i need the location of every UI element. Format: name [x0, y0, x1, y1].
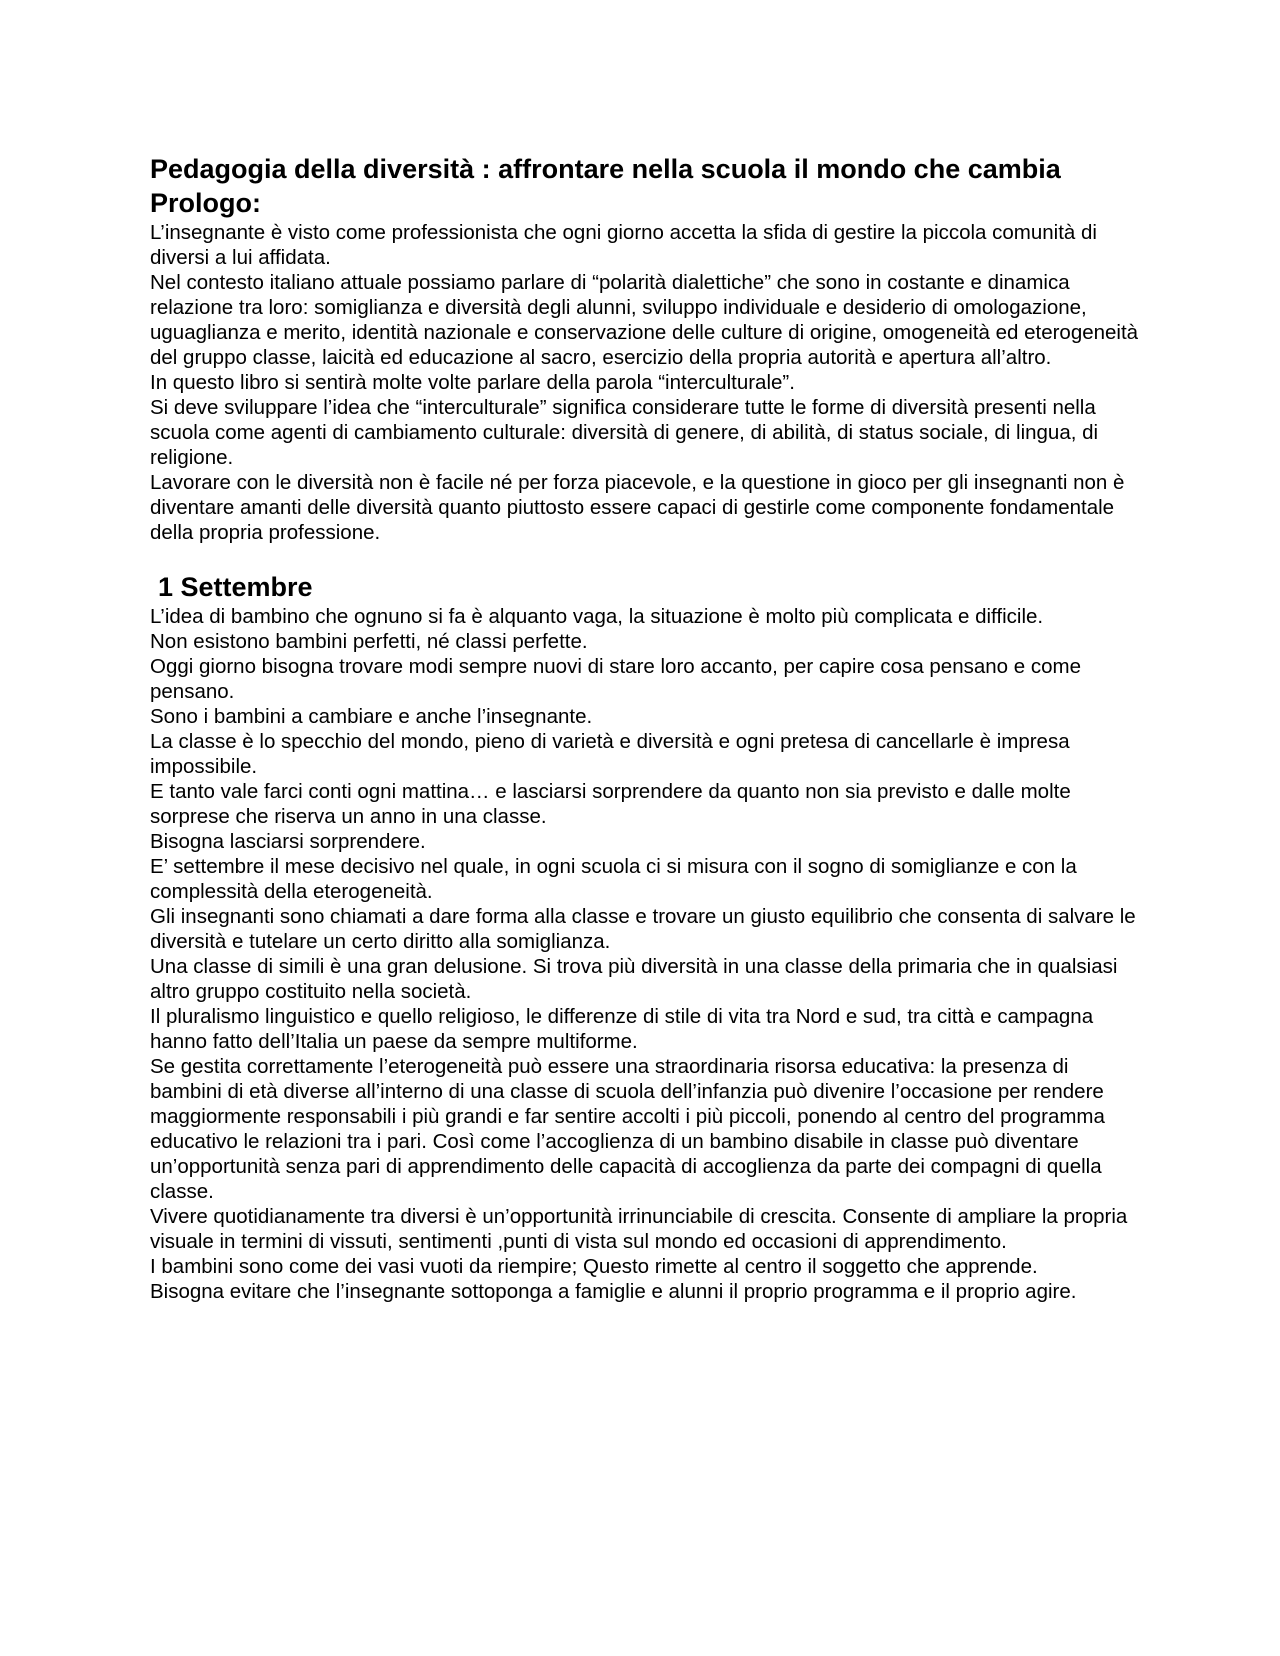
paragraph: Gli insegnanti sono chiamati a dare forma alla classe e trovare un giusto equilibrio che consenta di salvare le diversità e tutelare un certo diritto alla somiglianza.	[150, 905, 1136, 953]
document-page	[150, 151, 1140, 1304]
prologue-body	[150, 220, 1140, 545]
paragraph: La classe è lo specchio del mondo, pieno di varietà e diversità e ogni pretesa di cancellarle è impresa impossibile.	[150, 730, 1070, 778]
paragraph: E tanto vale farci conti ogni mattina… e lasciarsi sorprendere da quanto non sia previsto e dalle molte sorprese che riserva un anno in una classe.	[150, 780, 1071, 828]
paragraph: In questo libro si sentirà molte volte parlare della parola “interculturale”.	[150, 371, 795, 394]
section-body	[150, 604, 1140, 1304]
paragraph: Oggi giorno bisogna trovare modi sempre nuovi di stare loro accanto, per capire cosa pensano e come pensano.	[150, 655, 1081, 703]
paragraph: Vivere quotidianamente tra diversi è un’opportunità irrinunciabile di crescita. Consente di ampliare la propria visuale in termini di vissuti, sentimenti ,punti di vista sul mondo ed occasioni di apprendimento.	[150, 1205, 1128, 1253]
paragraph: Sono i bambini a cambiare e anche l’insegnante.	[150, 705, 593, 728]
paragraph: Si deve sviluppare l’idea che “interculturale” significa considerare tutte le forme di diversità presenti nella scuola come agenti di cambiamento culturale: diversità di genere, di abilità, di status sociale, di lingua, di religione.	[150, 396, 1099, 469]
paragraph: L’insegnante è visto come professionista che ogni giorno accetta la sfida di gestire la piccola comunità di diversi a lui affidata.	[150, 221, 1097, 269]
paragraph: Bisogna lasciarsi sorprendere.	[150, 830, 426, 853]
paragraph: Il pluralismo linguistico e quello religioso, le differenze di stile di vita tra Nord e sud, tra città e campagna hanno fatto dell’Italia un paese da sempre multiforme.	[150, 1005, 1094, 1053]
paragraph: Nel contesto italiano attuale possiamo parlare di “polarità dialettiche” che sono in costante e dinamica relazione tra loro: somiglianza e diversità degli alunni, sviluppo individuale e desiderio di omologazione, uguaglianza e merito, identità nazionale e conservazione delle culture di origine, omogeneità ed eterogeneità del gruppo classe, laicità ed educazione al sacro, esercizio della propria autorità e apertura all’altro.	[150, 271, 1139, 369]
section-heading: 1 Settembre	[158, 572, 313, 602]
paragraph: Se gestita correttamente l’eterogeneità può essere una straordinaria risorsa educativa: la presenza di bambini di età diverse all’interno di una classe di scuola dell’infanzia può divenire l’occasione per rendere maggiormente responsabili i più grandi e far sentire accolti i più piccoli, ponendo al centro del programma educativo le relazioni tra i pari. Così come l’accoglienza di un bambino disabile in classe può diventare un’opportunità senza pari di apprendimento delle capacità di accoglienza da parte dei compagni di quella classe.	[150, 1055, 1105, 1203]
paragraph: E’ settembre il mese decisivo nel quale, in ogni scuola ci si misura con il sogno di somiglianze e con la complessità della eterogeneità.	[150, 855, 1077, 903]
paragraph: L’idea di bambino che ognuno si fa è alquanto vaga, la situazione è molto più complicata e difficile.	[150, 605, 1044, 628]
paragraph: Una classe di simili è una gran delusione. Si trova più diversità in una classe della primaria che in qualsiasi altro gruppo costituito nella società.	[150, 955, 1118, 1003]
paragraph: Non esistono bambini perfetti, né classi perfette.	[150, 630, 588, 653]
document-title: Pedagogia della diversità : affrontare nella scuola il mondo che cambia	[150, 154, 1061, 184]
paragraph: I bambini sono come dei vasi vuoti da riempire; Questo rimette al centro il soggetto che apprende.	[150, 1255, 1038, 1278]
paragraph: Lavorare con le diversità non è facile né per forza piacevole, e la questione in gioco per gli insegnanti non è diventare amanti delle diversità quanto piuttosto essere capaci di gestirle come componente fondamentale della propria professione.	[150, 471, 1125, 544]
prologue-heading: Prologo:	[150, 188, 261, 218]
paragraph: Bisogna evitare che l’insegnante sottoponga a famiglie e alunni il proprio programma e il proprio agire.	[150, 1280, 1077, 1303]
